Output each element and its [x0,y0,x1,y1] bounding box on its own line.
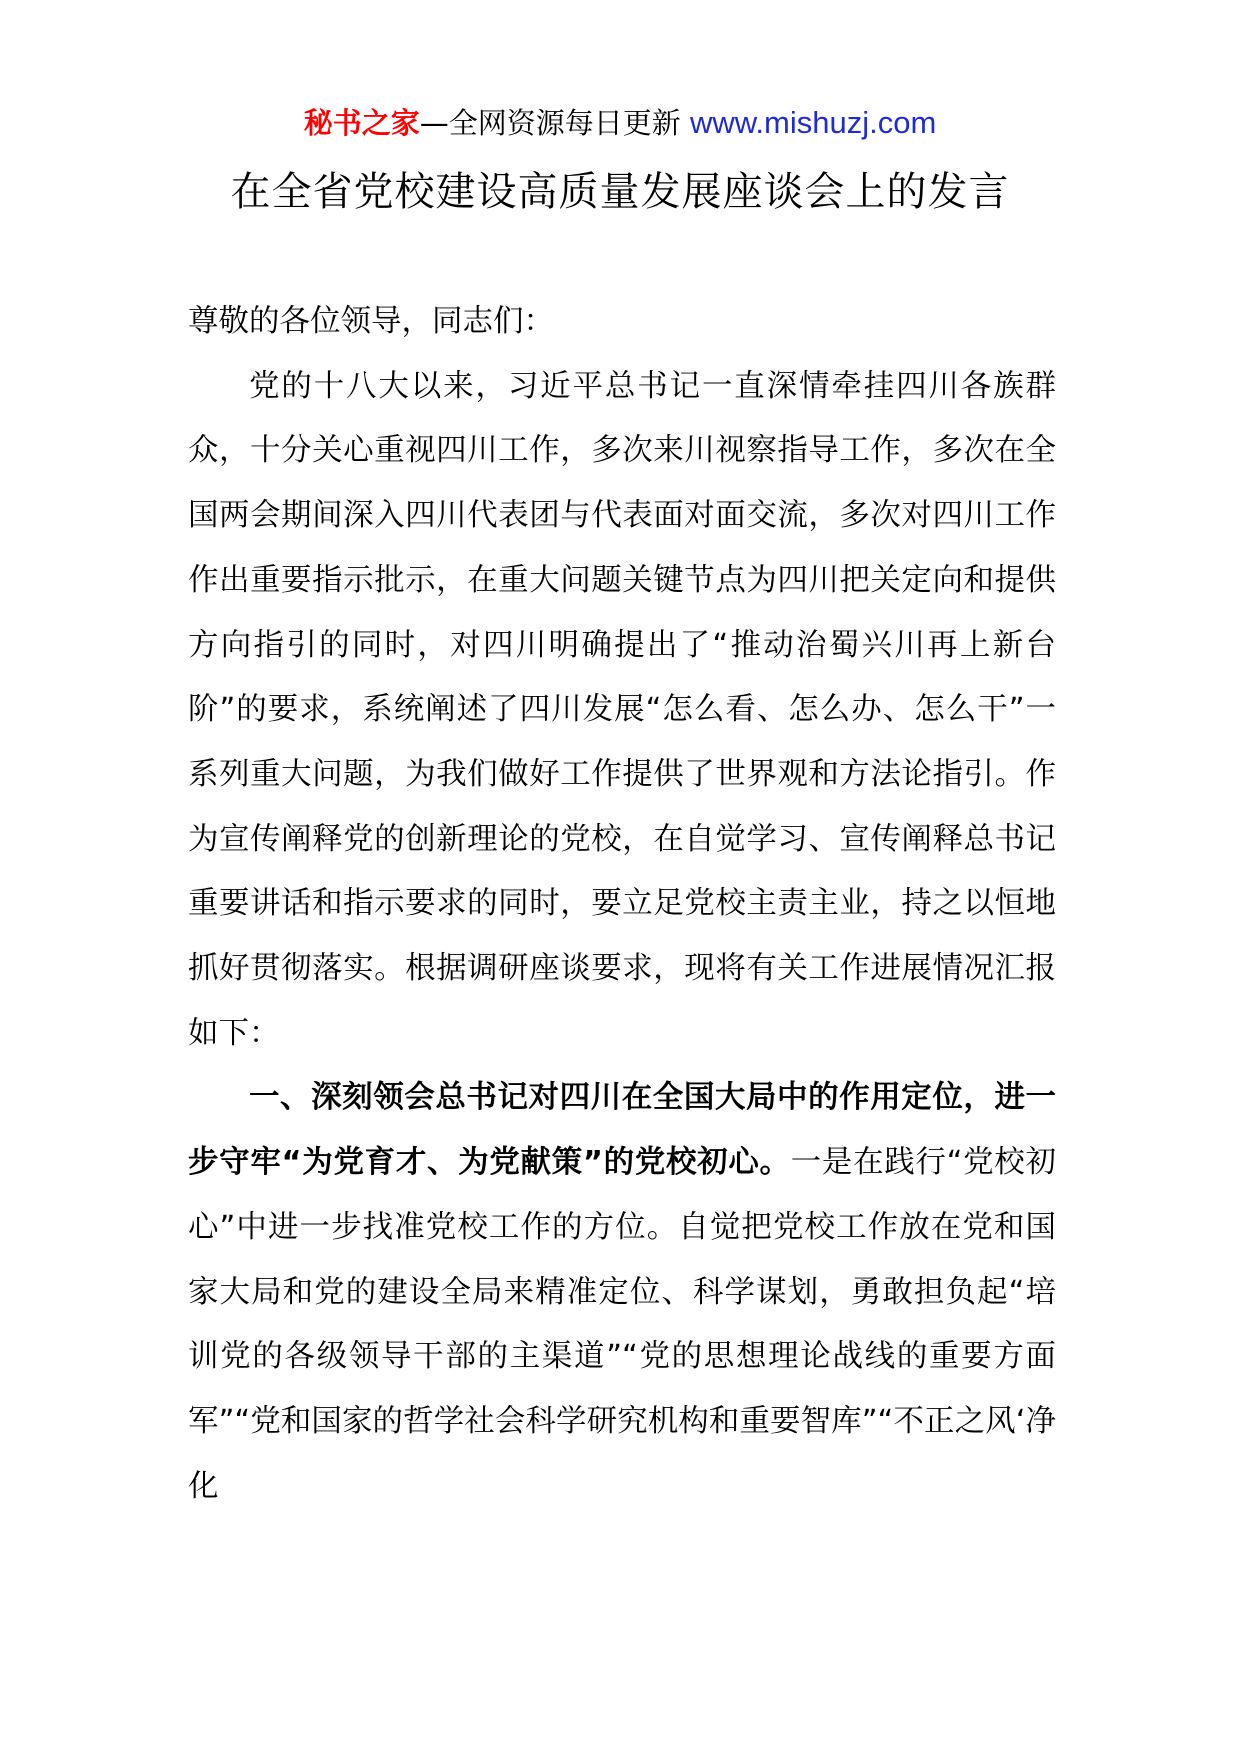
site-tagline: —全网资源每日更新 [419,106,690,140]
site-brand: 秘书之家 [303,106,420,140]
paragraph-section-1 [188,1066,1056,1519]
site-url-link[interactable]: www.mishuzj.com [689,105,937,140]
document-body [188,290,1056,1519]
paragraph-intro: 党的十八大以来，习近平总书记一直深情牵挂四川各族群众，十分关心重视四川工作，多次来川视察指导工作，多次在全国两会期间深入四川代表团与代表面对面交流，多次对四川工作作出重要指示批示，在重大问题关键节点为四川把关定向和提供方向指引的同时，对四川明确提出了“推动治蜀兴川再上新台阶”的要求，系统阐述了四川发展“怎么看、怎么办、怎么干”一系列重大问题，为我们做好工作提供了世界观和方法论指引。作为宣传阐释党的创新理论的党校，在自觉学习、宣传阐释总书记重要讲话和指示要求的同时，要立足党校主责主业，持之以恒地抓好贯彻落实。根据调研座谈要求，现将有关工作进展情况汇报如下： [188,368,1056,1051]
salutation: 尊敬的各位领导，同志们： [188,304,554,339]
section-1-text: 一是在践行“党校初心”中进一步找准党校工作的方位。自觉把党校工作放在党和国家大局和党的建设全局来精准定位、科学谋划，勇敢担负起“培训党的各级领导干部的主渠道”“党的思想理论战线的重要方面军”“党和国家的哲学社会科学研究机构和重要智库”“不正之风‘净化 [188,1145,1056,1504]
site-header [0,103,1240,143]
page-title: 在全省党校建设高质量发展座谈会上的发言 [230,169,1010,215]
section-1-heading: 一、深刻领会总书记对四川在全国大局中的作用定位，进一步守牢“为党育才、为党献策”的党校初心。 [188,1080,1056,1181]
